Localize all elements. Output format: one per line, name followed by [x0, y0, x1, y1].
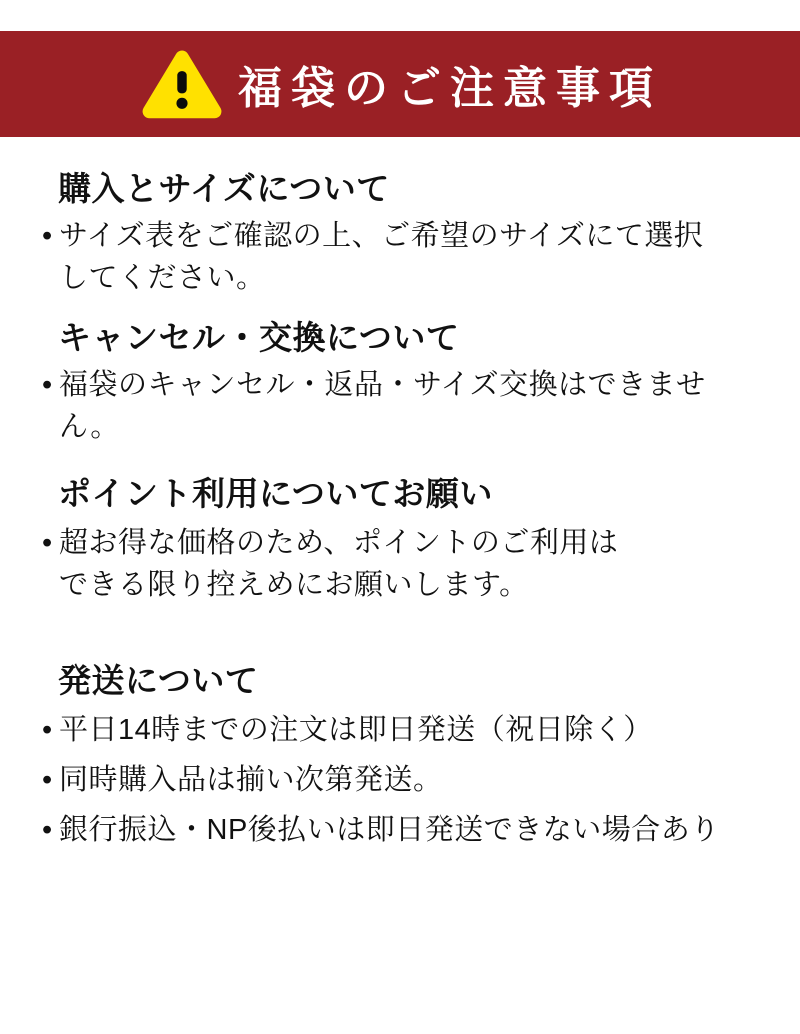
notice-body	[0, 171, 800, 851]
bullet-text	[59, 364, 772, 448]
bullet-line: サイズ表をご確認の上、ご希望のサイズにて選択	[59, 220, 704, 252]
list-item	[42, 522, 772, 606]
bullet-text	[59, 709, 772, 751]
section-shipping	[42, 663, 772, 851]
bullet-icon: •	[42, 527, 53, 559]
bullet-icon: •	[42, 814, 53, 846]
section-purchase-size	[42, 171, 772, 299]
bullet-icon: •	[42, 764, 53, 796]
section-heading: 購入とサイズについて	[58, 170, 390, 207]
list-item	[42, 215, 772, 299]
banner-title: 福袋のご注意事項	[238, 64, 662, 113]
bullet-text	[59, 215, 772, 299]
bullet-line: してください。	[59, 262, 266, 294]
bullet-line: 銀行振込・NP後払いは即日発送できない場合あり	[59, 814, 720, 846]
section-heading: ポイント利用についてお願い	[58, 475, 493, 512]
section-heading: 発送について	[58, 662, 259, 699]
bullet-text	[59, 759, 772, 801]
notice-banner	[0, 31, 800, 137]
list-item	[42, 759, 772, 801]
bullet-text	[59, 522, 772, 606]
bullet-icon: •	[42, 369, 53, 401]
bullet-line: 同時購入品は揃い次第発送。	[59, 764, 443, 796]
bullet-line: ん。	[59, 411, 120, 443]
bullet-line: できる限り控えめにお願いします。	[59, 569, 529, 601]
section-points-usage	[42, 476, 772, 606]
bullet-line: 福袋のキャンセル・返品・サイズ交換はできませ	[59, 369, 706, 401]
list-item	[42, 709, 772, 751]
bullet-line: 超お得な価格のため、ポイントのご利用は	[59, 527, 619, 559]
warning-triangle-icon	[138, 48, 226, 120]
section-cancel-exchange	[42, 320, 772, 448]
bullet-text	[59, 809, 772, 851]
section-heading: キャンセル・交換について	[58, 319, 460, 356]
list-item	[42, 364, 772, 448]
bullet-icon: •	[42, 220, 53, 252]
bullet-line: 平日14時までの注文は即日発送（祝日除く）	[59, 714, 653, 746]
list-item	[42, 809, 772, 851]
bullet-icon: •	[42, 714, 53, 746]
